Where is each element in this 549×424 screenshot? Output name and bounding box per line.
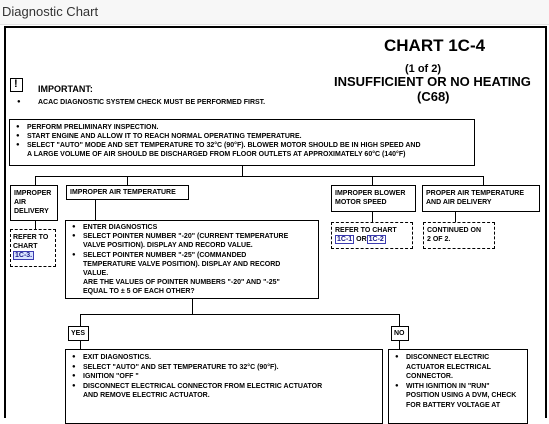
chart-title: INSUFFICIENT OR NO HEATING xyxy=(334,74,531,89)
no-steps-line: ● DISCONNECT ELECTRIC xyxy=(395,353,516,363)
branch-improper-air-temperature: IMPROPER AIR TEMPERATURE xyxy=(66,185,189,200)
ref-chart-1c-3: REFER TO CHART 1C-3. xyxy=(10,229,56,267)
branch-improper-blower-speed: IMPROPER BLOWER MOTOR SPEED xyxy=(331,185,416,212)
branch-proper-air-temperature: PROPER AIR TEMPERATURE AND AIR DELIVERY xyxy=(422,185,540,212)
answer-yes-box xyxy=(68,326,89,341)
yes-steps-line: ● DISCONNECT ELECTRICAL CONNECTOR FROM ELECTRIC ACTUATOR xyxy=(72,382,322,392)
diagnostics-line: VALVE POSITION). DISPLAY AND RECORD VALUE. xyxy=(83,242,253,250)
diagnostics-line: ARE THE VALUES OF POINTER NUMBERS "-20" AND "-25" xyxy=(83,279,280,287)
important-bullet: ACAC DIAGNOSTIC SYSTEM CHECK MUST BE PERFORMED FIRST. xyxy=(38,99,266,106)
chart-code: CHART 1C-4 xyxy=(384,36,486,55)
answer-yes: YES xyxy=(71,330,86,337)
ref-continued-2-of-2: CONTINUED ON 2 OF 2. xyxy=(423,222,495,249)
diagnostics-line: ● SELECT POINTER NUMBER "-20" (CURRENT TEMPERATURE xyxy=(72,232,288,241)
yes-steps-line: ● SELECT "AUTO" AND SET TEMPERATURE TO 32°C (90°F). xyxy=(72,363,322,373)
diagnostics-line: ● SELECT POINTER NUMBER "-25" (COMMANDED xyxy=(72,251,288,260)
diagnostics-line: EQUAL TO ± 5 OF EACH OTHER? xyxy=(83,288,195,296)
yes-steps-line: ● IGNITION "OFF " xyxy=(72,372,322,382)
no-steps-line: ACTUATOR ELECTRICAL xyxy=(406,363,491,371)
yes-steps-line: ● EXIT DIAGNOSTICS. xyxy=(72,353,322,363)
link-chart-1c-1[interactable]: 1C-1 xyxy=(337,236,353,244)
link-chart-1c-2[interactable]: 1C-2 xyxy=(368,236,384,244)
diagnostics-line: ● ENTER DIAGNOSTICS xyxy=(72,223,288,232)
page-title: Diagnostic Chart xyxy=(2,4,99,19)
yes-steps-box xyxy=(65,349,383,424)
prelim-line: ● PERFORM PRELIMINARY INSPECTION. xyxy=(16,123,421,132)
no-steps-line: ● WITH IGNITION IN "RUN" xyxy=(395,382,516,392)
prelim-line: ● START ENGINE AND ALLOW IT TO REACH NORMAL OPERATING TEMPERATURE. xyxy=(16,132,421,141)
diagnostics-line: VALUE. xyxy=(83,270,109,278)
chart-page-of: (1 of 2) xyxy=(405,63,442,75)
preliminary-box xyxy=(9,119,475,166)
page-header xyxy=(0,0,549,25)
diagnostics-box xyxy=(65,220,319,299)
link-chart-1c-3[interactable]: 1C-3. xyxy=(15,252,33,260)
important-label: IMPORTANT: xyxy=(38,84,93,94)
no-steps-box xyxy=(388,349,528,424)
yes-steps-line: AND REMOVE ELECTRIC ACTUATOR. xyxy=(83,392,210,400)
branch-improper-air-delivery: IMPROPER AIR DELIVERY xyxy=(10,185,58,221)
prelim-line: ● SELECT "AUTO" MODE AND SET TEMPERATURE TO 32°C (90°F). BLOWER MOTOR SHOULD BE IN HIGH SPEED AND xyxy=(16,141,421,150)
chart-code-sub: (C68) xyxy=(417,89,450,104)
no-steps-line: CONNECTOR. xyxy=(406,373,453,381)
prelim-line: A LARGE VOLUME OF AIR SHOULD BE DISCHARGED FROM FLOOR OUTLETS AT APPROXIMATELY 60°C (140°F) xyxy=(27,151,406,159)
no-steps-line: FOR BATTERY VOLTAGE AT xyxy=(406,401,501,409)
ref-chart-1c-1-or-1c-2: REFER TO CHART 1C-1 OR 1C-2 xyxy=(331,222,413,249)
important-icon: ! xyxy=(10,78,23,92)
no-steps-line: POSITION USING A DVM, CHECK xyxy=(406,392,517,400)
answer-no-box xyxy=(391,326,409,341)
important-bullet-icon: ● xyxy=(17,99,21,105)
answer-no: NO xyxy=(394,330,405,337)
diagnostics-line: TEMPERATURE VALVE POSITION). DISPLAY AND RECORD xyxy=(83,260,281,268)
